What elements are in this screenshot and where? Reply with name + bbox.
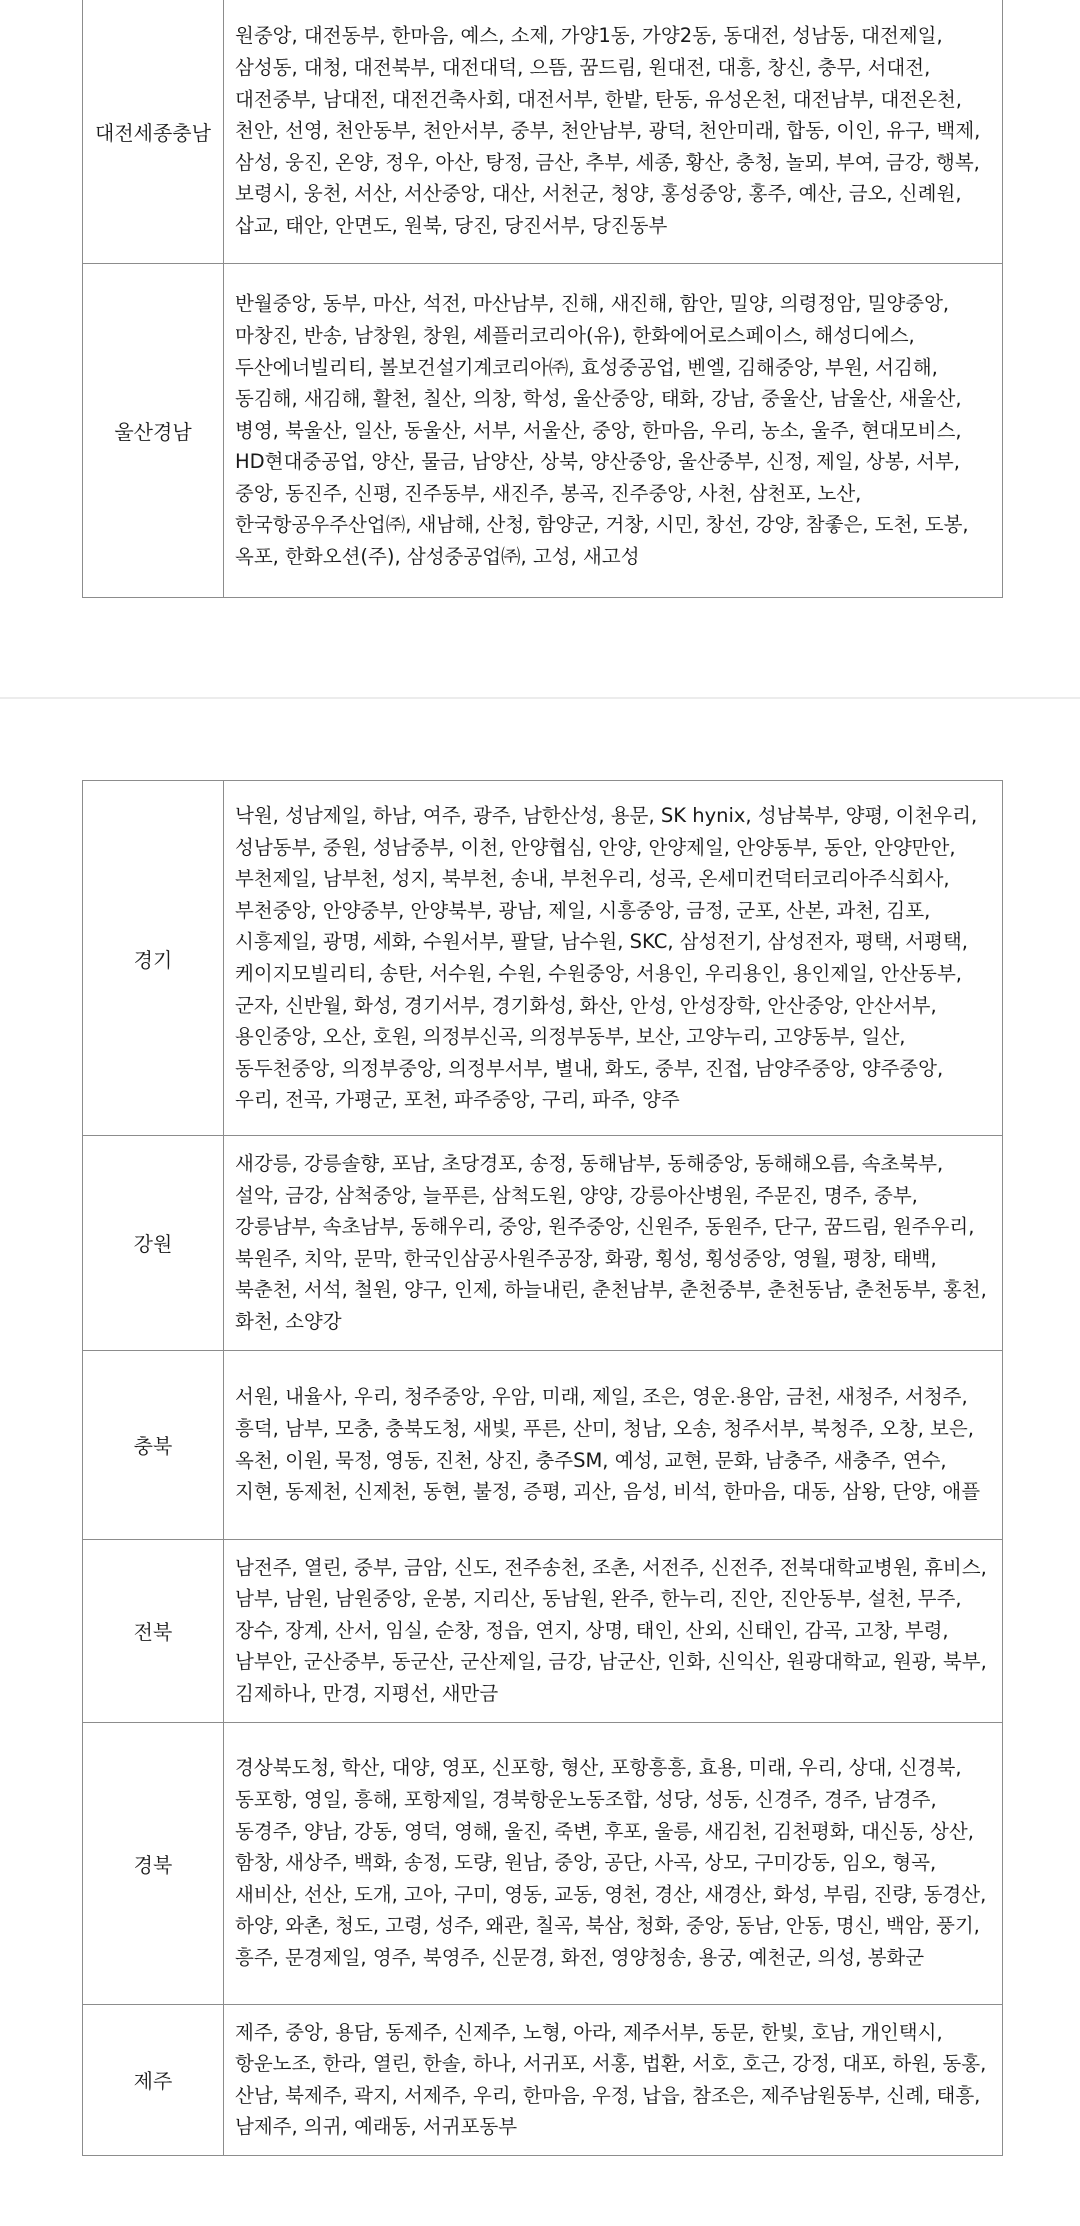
region-cell: 강원 bbox=[83, 1136, 224, 1351]
table-row bbox=[83, 1539, 1003, 1722]
branch-list-cell: 서원, 내율사, 우리, 청주중앙, 우암, 미래, 제일, 조은, 영운.용암, 금천, 새청주, 서청주, 흥덕, 남부, 모충, 충북도청, 새빛, 푸른, 산미, 청남, 오송, 청주서부, 북청주, 오창, 보은, 옥천, 이원, 묵정, 영동, 진천, 상진, 충주SM, 예성, 교현, 문화, 남충주, 새충주, 연수, 지현, 동제천, 신제천, 동현, 불정, 증평, 괴산, 음성, 비석, 한마음, 대동, 삼왕, 단양, 애플 bbox=[224, 1350, 1003, 1539]
table-row bbox=[83, 0, 1003, 264]
region-cell: 제주 bbox=[83, 2004, 224, 2155]
branch-list-cell: 반월중앙, 동부, 마산, 석전, 마산남부, 진해, 새진해, 함안, 밀양, 의령정암, 밀양중앙, 마창진, 반송, 남창원, 창원, 셰플러코리아(유), 한화에어로스페이스, 해성디에스, 두산에너빌리티, 볼보건설기계코리아㈜, 효성중공업, 벤엘, 김해중앙, 부원, 서김해, 동김해, 새김해, 활천, 칠산, 의창, 학성, 울산중앙, 태화, 강남, 중울산, 남울산, 새울산, 병영, 북울산, 일산, 동울산, 서부, 서울산, 중앙, 한마음, 우리, 농소, 울주, 현대모비스, HD현대중공업, 양산, 물금, 남양산, 상북, 양산중앙, 울산중부, 신정, 제일, 상봉, 서부, 중앙, 동진주, 신평, 진주동부, 새진주, 봉곡, 진주중앙, 사천, 삼천포, 노산, 한국항공우주산업㈜, 새남해, 산청, 함양군, 거창, 시민, 창선, 강양, 참좋은, 도천, 도봉, 옥포, 한화오션(주), 삼성중공업㈜, 고성, 새고성 bbox=[224, 264, 1003, 598]
branch-list-cell: 경상북도청, 학산, 대양, 영포, 신포항, 형산, 포항흥흥, 효용, 미래, 우리, 상대, 신경북, 동포항, 영일, 흥해, 포항제일, 경북항운노동조합, 성당, 성동, 신경주, 경주, 남경주, 동경주, 양남, 강동, 영덕, 영해, 울진, 죽변, 후포, 울릉, 새김천, 김천평화, 대신동, 상산, 함창, 새상주, 백화, 송정, 도량, 원남, 중앙, 공단, 사곡, 상모, 구미강동, 임오, 형곡, 새비산, 선산, 도개, 고아, 구미, 영동, 교동, 영천, 경산, 새경산, 화성, 부림, 진량, 동경산, 하양, 와촌, 청도, 고령, 성주, 왜관, 칠곡, 북삼, 청화, 중앙, 동남, 안동, 명신, 백암, 풍기, 흥주, 문경제일, 영주, 북영주, 신문경, 화전, 영양청송, 용궁, 예천군, 의성, 봉화군 bbox=[224, 1722, 1003, 2004]
region-cell: 울산경남 bbox=[83, 264, 224, 598]
branch-list-cell: 낙원, 성남제일, 하남, 여주, 광주, 남한산성, 용문, SK hynix, 성남북부, 양평, 이천우리, 성남동부, 중원, 성남중부, 이천, 안양협심, 안양, 안양제일, 안양동부, 동안, 안양만안, 부천제일, 남부천, 성지, 북부천, 송내, 부천우리, 성곡, 온세미컨덕터코리아주식회사, 부천중앙, 안양중부, 안양북부, 광남, 제일, 시흥중앙, 금정, 군포, 산본, 과천, 김포, 시흥제일, 광명, 세화, 수원서부, 팔달, 남수원, SKC, 삼성전기, 삼성전자, 평택, 서평택, 케이지모빌리티, 송탄, 서수원, 수원, 수원중앙, 서용인, 우리용인, 용인제일, 안산동부, 군자, 신반월, 화성, 경기서부, 경기화성, 화산, 안성, 안성장학, 안산중앙, 안산서부, 용인중앙, 오산, 호원, 의정부신곡, 의정부동부, 보산, 고양누리, 고양동부, 일산, 동두천중앙, 의정부중앙, 의정부서부, 별내, 화도, 중부, 진접, 남양주중앙, 양주중앙, 우리, 전곡, 가평군, 포천, 파주중앙, 구리, 파주, 양주 bbox=[224, 781, 1003, 1136]
table-row bbox=[83, 781, 1003, 1136]
branch-list-cell: 새강릉, 강릉솔향, 포남, 초당경포, 송정, 동해남부, 동해중앙, 동해해오름, 속초북부, 설악, 금강, 삼척중앙, 늘푸른, 삼척도원, 양양, 강릉아산병원, 주문진, 명주, 중부, 강릉남부, 속초남부, 동해우리, 중앙, 원주중앙, 신원주, 동원주, 단구, 꿈드림, 원주우리, 북원주, 치악, 문막, 한국인삼공사원주공장, 화광, 횡성, 횡성중앙, 영월, 평창, 태백, 북춘천, 서석, 철원, 양구, 인제, 하늘내린, 춘천남부, 춘천중부, 춘천동남, 춘천동부, 홍천, 화천, 소양강 bbox=[224, 1136, 1003, 1351]
branch-list-cell: 제주, 중앙, 용담, 동제주, 신제주, 노형, 아라, 제주서부, 동문, 한빛, 호남, 개인택시, 항운노조, 한라, 열린, 한솔, 하나, 서귀포, 서홍, 법환, 서호, 호근, 강정, 대포, 하원, 동홍, 산남, 북제주, 곽지, 서제주, 우리, 한마음, 우정, 납읍, 참조은, 제주남원동부, 신례, 태흥, 남제주, 의귀, 예래동, 서귀포동부 bbox=[224, 2004, 1003, 2155]
table-row bbox=[83, 1136, 1003, 1351]
branch-list-cell: 원중앙, 대전동부, 한마음, 예스, 소제, 가양1동, 가양2동, 동대전, 성남동, 대전제일, 삼성동, 대청, 대전북부, 대전대덕, 으뜸, 꿈드림, 원대전, 대흥, 창신, 충무, 서대전, 대전중부, 남대전, 대전건축사회, 대전서부, 한밭, 탄동, 유성온천, 대전남부, 대전온천, 천안, 선영, 천안동부, 천안서부, 중부, 천안남부, 광덕, 천안미래, 합동, 이인, 유구, 백제, 삼성, 웅진, 온양, 정우, 아산, 탕정, 금산, 추부, 세종, 황산, 충청, 놀뫼, 부여, 금강, 행복, 보령시, 웅천, 서산, 서산중앙, 대산, 서천군, 청양, 홍성중앙, 홍주, 예산, 금오, 신례원, 삽교, 태안, 안면도, 원북, 당진, 당진서부, 당진동부 bbox=[224, 0, 1003, 264]
table-row bbox=[83, 264, 1003, 598]
region-table-top bbox=[82, 0, 1003, 598]
region-cell: 경기 bbox=[83, 781, 224, 1136]
region-table-bottom bbox=[82, 780, 1003, 2156]
table-row bbox=[83, 1350, 1003, 1539]
region-cell: 전북 bbox=[83, 1539, 224, 1722]
page-divider bbox=[0, 697, 1080, 699]
branch-list-cell: 남전주, 열린, 중부, 금암, 신도, 전주송천, 조촌, 서전주, 신전주, 전북대학교병원, 휴비스, 남부, 남원, 남원중앙, 운봉, 지리산, 동남원, 완주, 한누리, 진안, 진안동부, 설천, 무주, 장수, 장계, 산서, 임실, 순창, 정읍, 연지, 상명, 태인, 산외, 신태인, 감곡, 고창, 부령, 남부안, 군산중부, 동군산, 군산제일, 금강, 남군산, 인화, 신익산, 원광대학교, 원광, 북부, 김제하나, 만경, 지평선, 새만금 bbox=[224, 1539, 1003, 1722]
table-row bbox=[83, 2004, 1003, 2155]
region-cell: 경북 bbox=[83, 1722, 224, 2004]
table-row bbox=[83, 1722, 1003, 2004]
region-cell: 대전세종충남 bbox=[83, 0, 224, 264]
region-cell: 충북 bbox=[83, 1350, 224, 1539]
